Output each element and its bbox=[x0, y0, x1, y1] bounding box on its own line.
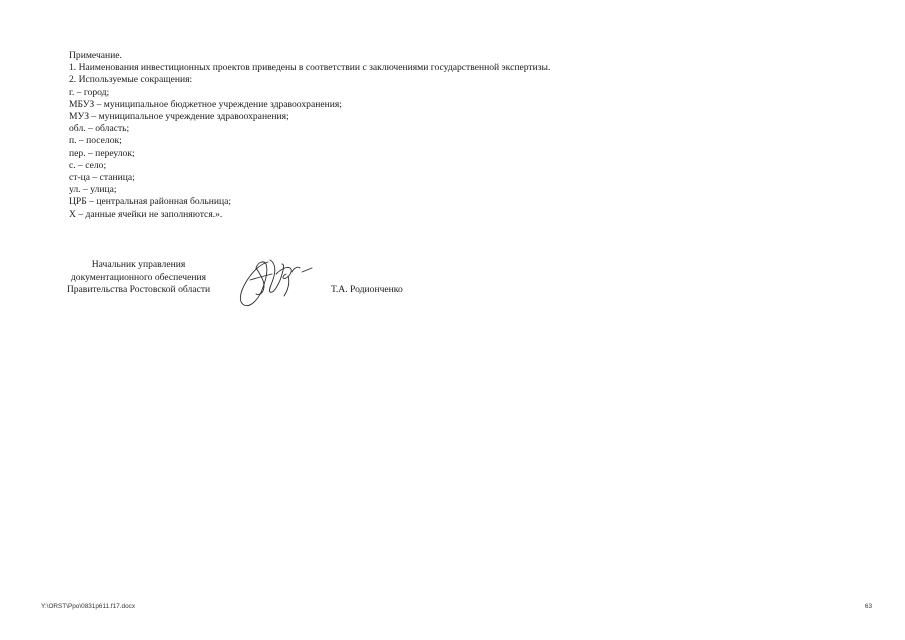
note-line: МБУЗ – муниципальное бюджетное учреждение здравоохранения; bbox=[69, 98, 342, 110]
note-line: п. – поселок; bbox=[69, 135, 122, 147]
notes-heading: Примечание. bbox=[69, 50, 122, 61]
note-line: МУЗ – муниципальное учреждение здравоохранения; bbox=[69, 111, 289, 123]
note-line: ст-ца – станица; bbox=[69, 172, 135, 184]
signer-position-line: Начальник управления bbox=[91, 259, 186, 270]
note-line: ЦРБ – центральная районная больница; bbox=[69, 196, 232, 208]
signer-position-line: Правительства Ростовской области bbox=[66, 284, 211, 296]
notes-block bbox=[69, 50, 550, 221]
note-line: 1. Наименования инвестиционных проектов приведены в соответствии с заключениями государственной экспертизы. bbox=[69, 62, 551, 74]
note-line: пер. – переулок; bbox=[69, 147, 135, 159]
handwritten-signature bbox=[230, 250, 315, 312]
footer-file-path: Y:\ORST\Ppo\0831p611.f17.docx bbox=[41, 603, 136, 610]
note-line: обл. – область; bbox=[69, 123, 130, 135]
note-line: г. – город; bbox=[69, 86, 110, 98]
page-number: 63 bbox=[864, 603, 872, 610]
note-line: 2. Используемые сокращения: bbox=[69, 74, 193, 86]
signer-name: Т.А. Родионченко bbox=[331, 284, 403, 295]
signer-position bbox=[36, 259, 241, 297]
note-line: с. – село; bbox=[69, 159, 107, 171]
note-line: Х – данные ячейки не заполняются.». bbox=[69, 208, 223, 220]
note-line: ул. – улица; bbox=[69, 184, 117, 196]
signer-position-line: документационного обеспечения bbox=[70, 271, 207, 283]
